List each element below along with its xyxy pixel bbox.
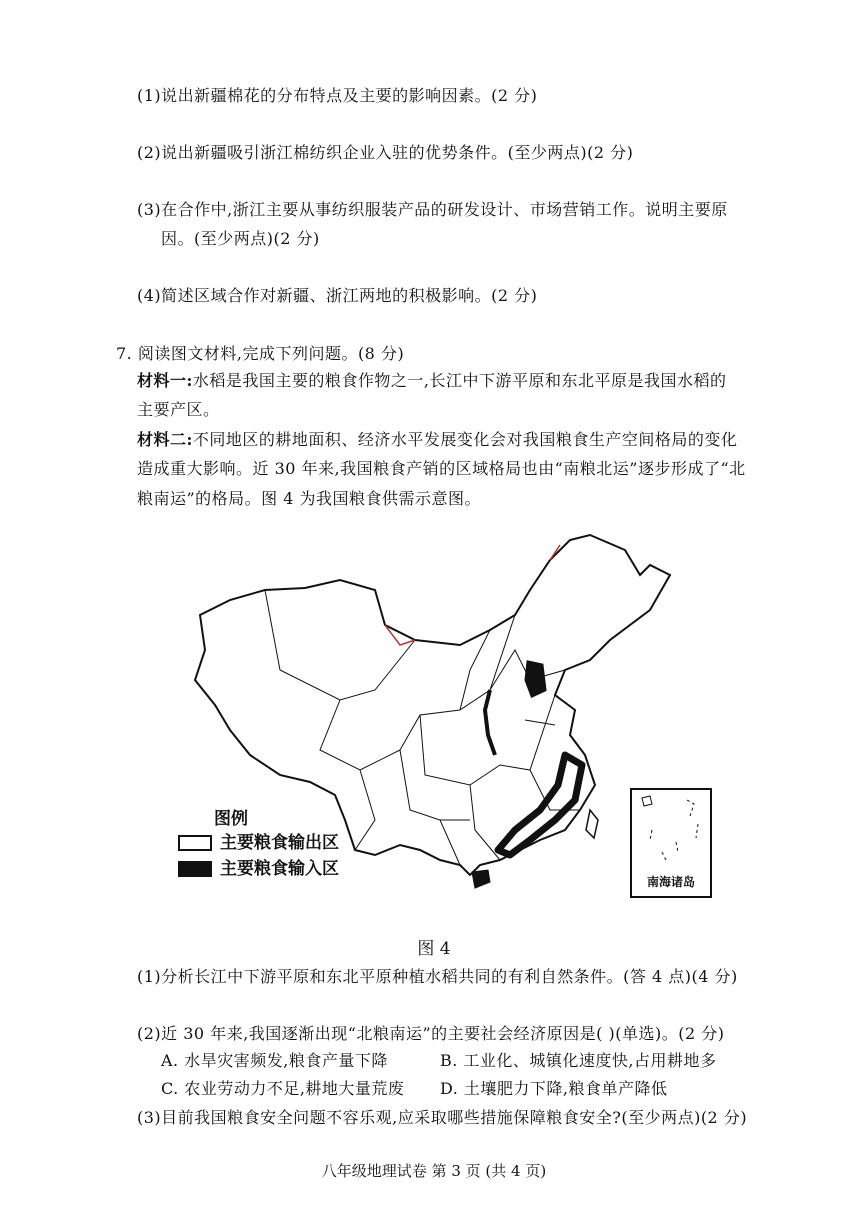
legend-title: 图例 [214,809,248,829]
q7-material2-line2: 造成重大影响。近 30 年来,我国粮食产销的区域格局也由“南粮北运”逐步形成了“北 [137,459,746,478]
q6-sub2: (2)说出新疆吸引浙江棉纺织企业入驻的优势条件。(至少两点)(2 分) [137,143,634,162]
q7-option-c: C. 农业劳动力不足,耕地大量荒废 [161,1079,405,1098]
material2-label: 材料二: [137,430,193,449]
q7-sub1: (1)分析长江中下游平原和东北平原种植水稻共同的有利自然条件。(答 4 点)(4 分) [137,967,738,986]
q7-material2-line3: 粮南运”的格局。图 4 为我国粮食供需示意图。 [137,489,482,508]
q6-sub1: (1)说出新疆棉花的分布特点及主要的影响因素。(2 分) [137,86,538,105]
inset-svg [632,790,710,870]
material1-label: 材料一: [137,371,193,390]
q7-material1-line1 [137,371,727,391]
hainan-island [472,870,490,888]
legend-import-label: 主要粮食输入区 [220,859,339,879]
q7-title: 7. 阅读图文材料,完成下列问题。(8 分) [116,344,405,363]
q7-option-a: A. 水旱灾害频发,粮食产量下降 [161,1051,388,1070]
import-region-northwest-strip [485,690,495,755]
q7-sub3: (3)目前我国粮食安全问题不容乐观,应采取哪些措施保障粮食安全?(至少两点)(2 分) [137,1108,748,1127]
figure-caption: 图 4 [417,939,451,959]
material2-text: 不同地区的耕地面积、经济水平发展变化会对我国粮食生产空间格局的变化 [192,430,738,449]
map-legend [178,808,388,882]
q7-option-d: D. 土壤肥力下降,粮食单产降低 [440,1079,668,1098]
material1-text: 水稻是我国主要的粮食作物之一,长江中下游平原和东北平原是我国水稻的 [192,371,727,390]
q7-sub2: (2)近 30 年来,我国逐渐出现“北粮南运”的主要社会经济原因是( )(单选)。(2 分) [137,1024,725,1043]
q7-material1-line2: 主要产区。 [137,400,220,419]
south-china-sea-inset [630,788,712,898]
q6-sub3-line2: 因。(至少两点)(2 分) [161,229,320,248]
legend-import-row [178,856,388,882]
legend-export-row [178,830,388,856]
q7-material2-line1 [137,430,737,450]
taiwan-island [586,810,598,838]
q6-sub4: (4)简述区域合作对新疆、浙江两地的积极影响。(2 分) [137,286,538,305]
export-swatch [178,835,212,851]
import-region-beijing-tianjin [526,662,545,696]
inset-label: 南海诸岛 [646,875,695,889]
q7-option-b: B. 工业化、城镇化速度快,占用耕地多 [440,1051,717,1070]
q6-sub3-line1: (3)在合作中,浙江主要从事纺织服装产品的研发设计、市场营销工作。说明主要原 [137,200,728,219]
import-swatch [178,861,212,877]
page-footer: 八年级地理试卷 第 3 页 (共 4 页) [321,1162,547,1180]
legend-export-label: 主要粮食输出区 [220,833,339,853]
